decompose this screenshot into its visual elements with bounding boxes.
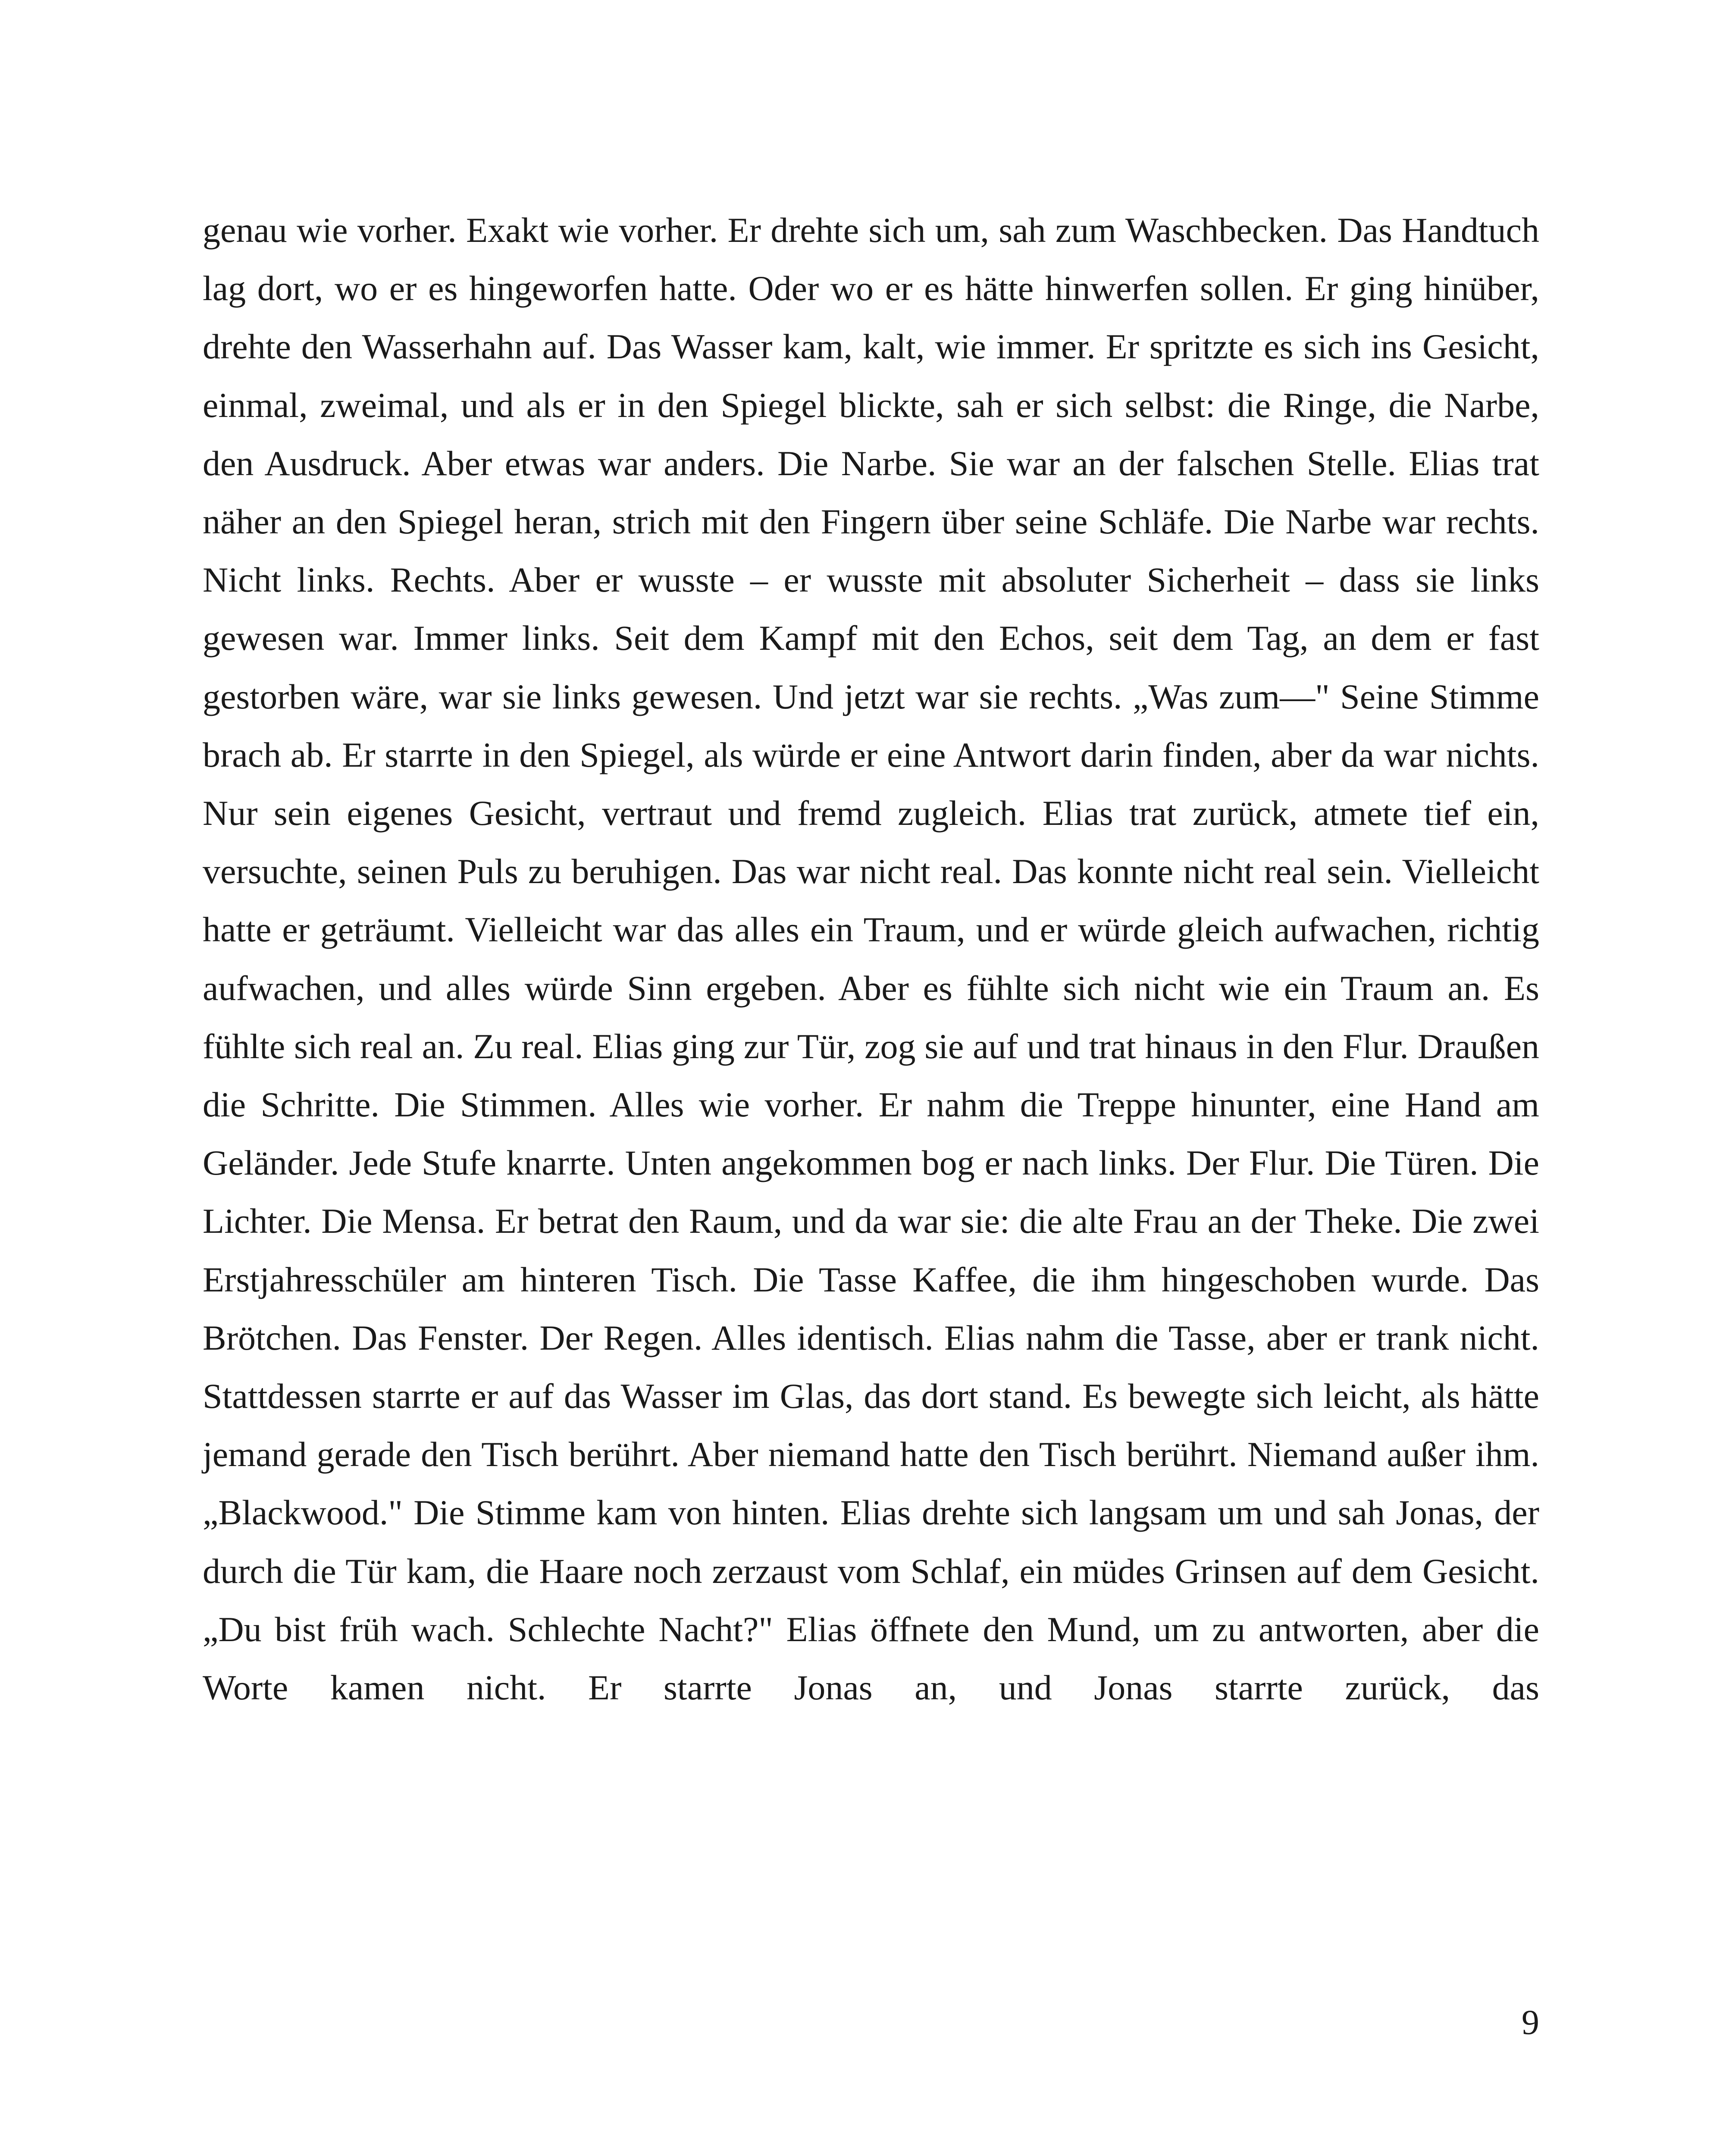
page-number: 9: [1522, 2002, 1539, 2042]
body-paragraph: genau wie vorher. Exakt wie vorher. Er drehte sich um, sah zum Waschbecken. Das Handtuch lag dort, wo er es hingeworfen hatte. Oder wo er es hätte hinwerfen sollen. Er ging hinüber, drehte den Wasserhahn auf. Das Wasser kam, kalt, wie immer. Er spritzte es sich ins Gesicht, einmal, zweimal, und als er in den Spiegel blickte, sah er sich selbst: die Ringe, die Narbe, den Ausdruck. Aber etwas war anders. Die Narbe. Sie war an der falschen Stelle. Elias trat näher an den Spiegel heran, strich mit den Fingern über seine Schläfe. Die Narbe war rechts. Nicht links. Rechts. Aber er wusste – er wusste mit absoluter Sicherheit – dass sie links gewesen war. Immer links. Seit dem Kampf mit den Echos, seit dem Tag, an dem er fast gestorben wäre, war sie links gewesen. Und jetzt war sie rechts. „Was zum—" Seine Stimme brach ab. Er starrte in den Spiegel, als würde er eine Antwort darin finden, aber da war nichts. Nur sein eigenes Gesicht, vertraut und fremd zugleich. Elias trat zurück, atmete tief ein, versuchte, seinen Puls zu beruhigen. Das war nicht real. Das konnte nicht real sein. Vielleicht hatte er geträumt. Vielleicht war das alles ein Traum, und er würde gleich aufwachen, richtig aufwachen, und alles würde Sinn ergeben. Aber es fühlte sich nicht wie ein Traum an. Es fühlte sich real an. Zu real. Elias ging zur Tür, zog sie auf und trat hinaus in den Flur. Draußen die Schritte. Die Stimmen. Alles wie vorher. Er nahm die Treppe hinunter, eine Hand am Geländer. Jede Stufe knarrte. Unten angekommen bog er nach links. Der Flur. Die Türen. Die Lichter. Die Mensa. Er betrat den Raum, und da war sie: die alte Frau an der Theke. Die zwei Erstjahresschüler am hinteren Tisch. Die Tasse Kaffee, die ihm hingeschoben wurde. Das Brötchen. Das Fenster. Der Regen. Alles identisch. Elias nahm die Tasse, aber er trank nicht. Stattdessen starrte er auf das Wasser im Glas, das dort stand. Es bewegte sich leicht, als hätte jemand gerade den Tisch berührt. Aber niemand hatte den Tisch berührt. Niemand außer ihm. „Blackwood." Die Stimme kam von hinten. Elias drehte sich langsam um und sah Jonas, der durch die Tür kam, die Haare noch zerzaust vom Schlaf, ein müdes Grinsen auf dem Gesicht. „Du bist früh wach. Schlechte Nacht?" Elias öffnete den Mund, um zu antworten, aber die Worte kamen nicht. Er starrte Jonas an, und Jonas starrte zurück, das: [203, 210, 1539, 1708]
